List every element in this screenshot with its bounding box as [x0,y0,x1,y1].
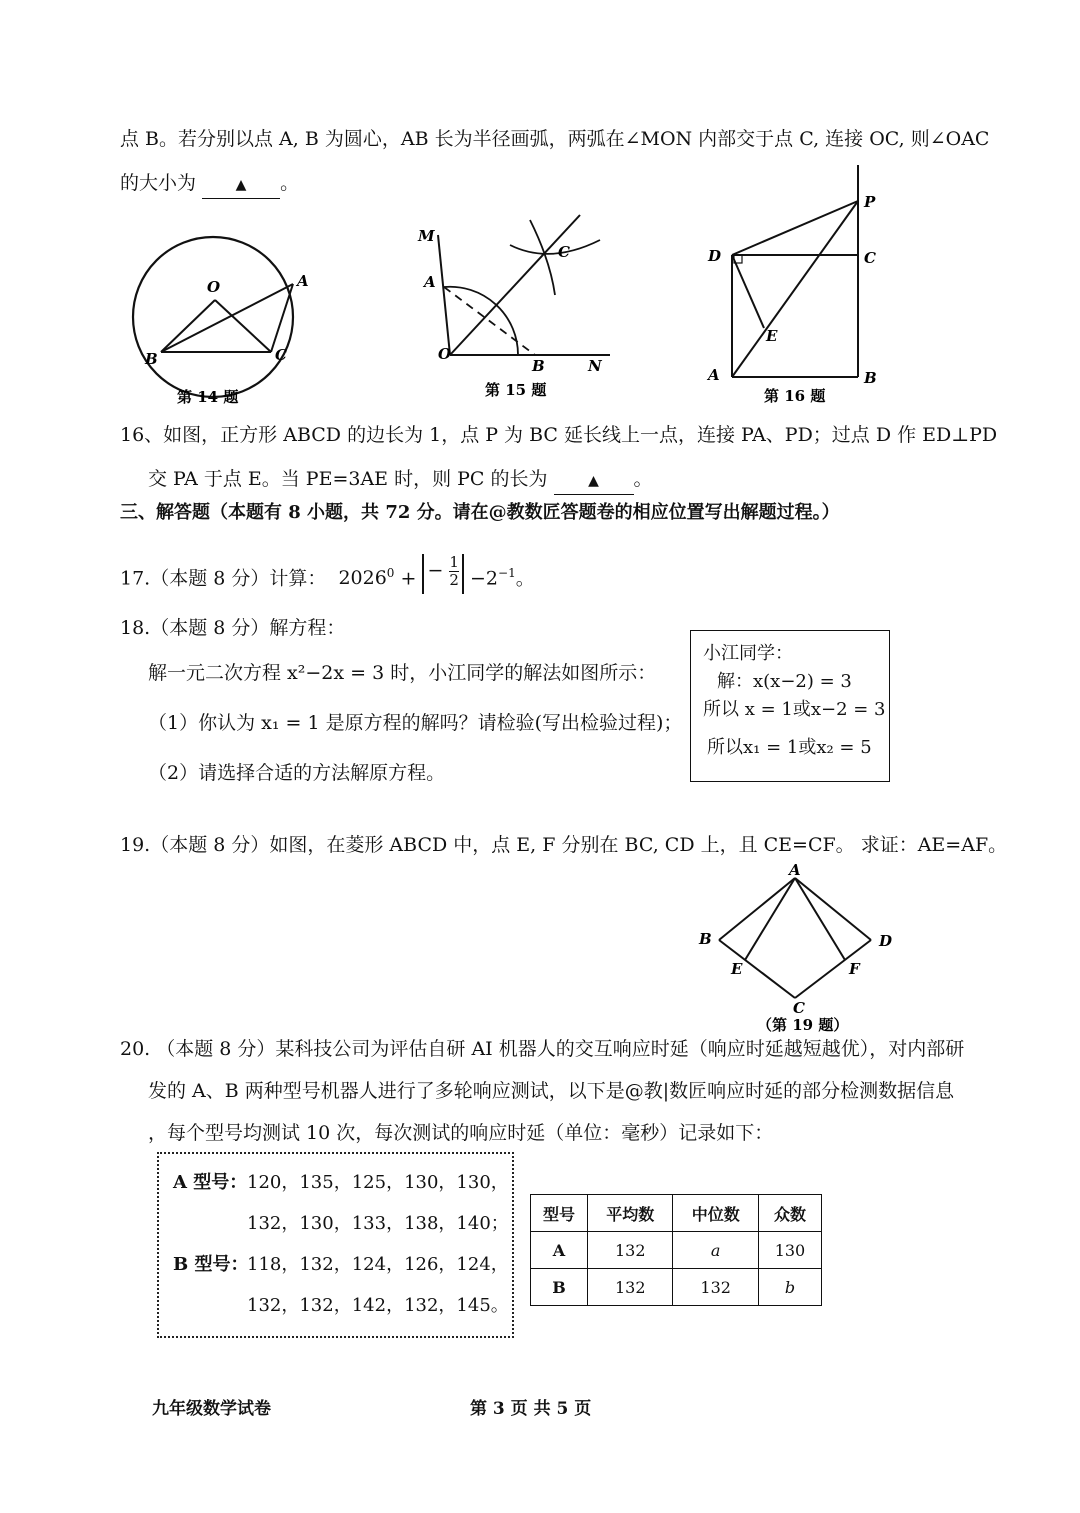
q20-a-row1: 120，135，125，130，130， [247,1172,509,1193]
f19-label-e: E [731,960,743,978]
q15-answer-blank [202,170,280,199]
q17-label: 17.（本题 8 分）计算： [120,567,327,590]
q18-part2: （2）请选择合适的方法解原方程。 [148,762,446,784]
f14-label-c: C [275,346,287,364]
table-header-cell: 型号 [531,1195,588,1232]
q15-line2-suffix: 。 [280,172,300,194]
q18-student-solution-box [690,630,890,782]
answer-triangle-icon: ▲ [588,473,599,489]
q16-line2 [148,466,653,495]
q18-part1: （1）你认为 x₁ = 1 是原方程的解吗？请检验(写出检验过程)； [148,712,683,734]
f16-label-a: A [708,366,720,384]
table-cell: A [531,1232,588,1269]
q17-neg-sign: − [427,559,444,582]
section-3-heading: 三、解答题（本题有 8 小题，共 72 分。请在@教数匠答题卷的相应位置写出解题过程。） [120,502,840,523]
f14-caption: 第 14 题 [177,388,239,406]
f15-label-n: N [588,357,602,375]
q20-b-row1: 118，132，124，126，124， [247,1254,509,1275]
q20-line3: ，每个型号均测试 10 次，每次测试的响应时延（单位：毫秒）记录如下： [148,1122,774,1144]
q20-a-row2: 132，130，133，138，140； [247,1213,509,1234]
q18-title: 18.（本题 8 分）解方程： [120,617,346,639]
f16-label-c: C [864,249,876,267]
q17-exp-neg1: −1 [498,566,516,580]
table-cell: B [531,1269,588,1306]
figure-14 [125,222,325,412]
q19-text: 19.（本题 8 分）如图，在菱形 ABCD 中，点 E, F 分别在 BC, CD 上，且 CE=CF。 求证：AE=AF。 [120,834,1008,856]
q20-stats-table [530,1194,822,1306]
table-cell: a [673,1232,758,1269]
figure-15 [410,205,620,405]
f15-caption: 第 15 题 [485,381,547,399]
table-cell: 130 [758,1232,821,1269]
q17-plus: + [400,567,417,590]
q16-line2-suffix: 。 [633,468,653,490]
q18-box-line4: 所以x₁ = 1或x₂ = 5 [707,737,872,758]
f14-label-b: B [145,350,158,368]
table-header-cell: 众数 [758,1195,821,1232]
table-cell: b [758,1269,821,1306]
table-cell: 132 [588,1269,673,1306]
q20-line1: 20. （本题 8 分）某科技公司为评估自研 AI 机器人的交互响应时延（响应时延越短越优），对内部研 [120,1038,965,1060]
q20-line2: 发的 A、B 两种型号机器人进行了多轮响应测试，以下是@教|数匠响应时延的部分检测数据信息 [148,1080,955,1102]
figure-16 [700,165,900,410]
q15-line1: 点 B。若分别以点 A, B 为圆心，AB 长为半径画弧，两弧在∠MON 内部交于点 C, 连接 OC, 则∠OAC [120,128,990,150]
q16-answer-blank [554,466,634,495]
q15-line2 [120,170,299,199]
table-cell: 132 [588,1232,673,1269]
table-row [531,1232,822,1269]
f15-label-c: C [558,243,570,261]
q16-line1: 16、如图，正方形 ABCD 的边长为 1，点 P 为 BC 延长线上一点，连接 PA、PD；过点 D 作 ED⊥PD [120,424,998,446]
q17-numerator: 1 [449,553,459,572]
q17-denominator: 2 [449,571,459,590]
f15-label-o: O [438,345,452,363]
f19-label-b: B [699,930,712,948]
q20-a-label: A 型号： [173,1172,248,1193]
table-header-row [531,1195,822,1232]
f19-label-d: D [879,932,893,950]
f16-label-b: B [864,369,877,387]
table-row [531,1269,822,1306]
f16-label-d: D [708,247,722,265]
q18-box-line2: 解：x(x−2) = 3 [717,671,852,692]
q20-data-box [157,1152,514,1338]
q18-box-line1: 小江同学： [703,643,793,664]
q18-intro: 解一元二次方程 x²−2x = 3 时，小江同学的解法如图所示： [148,662,657,684]
q18-box-line3: 所以 x = 1或x−2 = 3 [703,699,886,720]
q17 [120,553,535,594]
q17-fraction [449,554,459,589]
footer-exam-title: 九年级数学试卷 [152,1399,271,1419]
table-header-cell: 中位数 [673,1195,758,1232]
q17-exp-0: 0 [386,566,395,580]
f19-caption: （第 19 题） [757,1016,849,1034]
q20-b-label: B 型号： [173,1254,249,1275]
q20-b-row2: 132，132，142，132，145。 [247,1295,509,1316]
q15-line2-prefix: 的大小为 [120,172,197,194]
answer-triangle-icon: ▲ [235,177,247,193]
q17-period: 。 [515,567,535,590]
q17-expr-2026: 2026 [338,567,387,590]
f19-label-a: A [789,861,801,879]
f16-label-p: P [864,193,876,211]
f16-label-e: E [766,327,778,345]
table-header-cell: 平均数 [588,1195,673,1232]
f14-label-o: O [207,278,221,296]
f15-label-a: A [424,273,436,291]
f15-label-m: M [418,227,435,245]
figure-19 [695,860,910,1035]
footer-page-number: 第 3 页 共 5 页 [470,1399,592,1419]
f15-label-b: B [532,357,545,375]
f14-label-a: A [297,272,309,290]
f16-caption: 第 16 题 [764,387,826,405]
q17-tail: −2 [470,567,499,590]
f19-label-c: C [793,999,805,1017]
q17-abs-value [422,554,464,594]
table-cell: 132 [673,1269,758,1306]
q16-line2-prefix: 交 PA 于点 E。当 PE=3AE 时，则 PC 的长为 [148,468,548,490]
f19-label-f: F [849,960,860,978]
